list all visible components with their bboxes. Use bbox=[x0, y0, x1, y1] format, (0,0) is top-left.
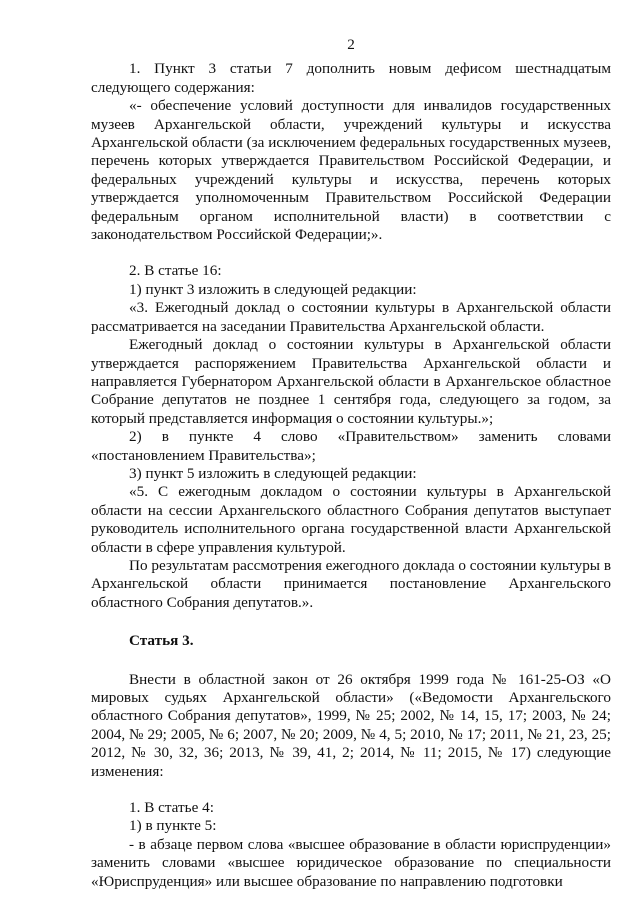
paragraph-4: 1) пункт 3 изложить в следующей редакции: bbox=[129, 280, 417, 298]
paragraph-8: 3) пункт 5 изложить в следующей редакции: bbox=[129, 464, 417, 482]
paragraph-7: 2) в пункте 4 слово «Правительством» заменить словами «постановлением Правительства»; bbox=[91, 428, 611, 464]
paragraph-5: «3. Ежегодный доклад о состоянии культуры в Архангельской области рассматривается на заседании Правительства Архангельской области. bbox=[91, 299, 611, 335]
paragraph-3: 2. В статье 16: bbox=[129, 262, 222, 280]
paragraph-6: Ежегодный доклад о состоянии культуры в Архангельской области утверждается распоряжением Правительства Архангельской области и направляется Губернатором Архангельской области в Архангельское областное Собрание депутатов не позднее 1 сентября года, следующего за годом, за который представляется информация о состоянии культуры.»; bbox=[91, 336, 611, 427]
paragraph-1: 1. Пункт 3 статьи 7 дополнить новым дефисом шестнадцатым следующего содержания: bbox=[91, 60, 611, 96]
article-heading: Статья 3. bbox=[129, 632, 194, 650]
spacer bbox=[91, 612, 611, 632]
spacer bbox=[91, 781, 611, 799]
page-number: 2 bbox=[347, 36, 355, 53]
spacer bbox=[91, 651, 611, 671]
document-page bbox=[91, 36, 611, 891]
spacer bbox=[91, 244, 611, 262]
paragraph-13: 1) в пункте 5: bbox=[129, 817, 217, 835]
paragraph-9: «5. С ежегодным докладом о состоянии культуры в Архангельской области на сессии Архангельского областного Собрания депутатов выступает руководитель исполнительного органа государственной власти Архангельской области в сфере управления культурой. bbox=[91, 483, 611, 556]
paragraph-12: 1. В статье 4: bbox=[129, 799, 214, 817]
paragraph-10: По результатам рассмотрения ежегодного доклада о состоянии культуры в Архангельской области принимается постановление Архангельского областного Собрания депутатов.». bbox=[91, 556, 611, 611]
paragraph-14: - в абзаце первом слова «высшее образование в области юриспруденции» заменить словами «высшее юридическое образование по специальности «Юриспруденция» или высшее образование по направлению подготовки bbox=[91, 835, 611, 890]
paragraph-11: Внести в областной закон от 26 октября 1999 года № 161-25-ОЗ «О мировых судьях Архангельской области» («Ведомости Архангельского областного Собрания депутатов», 1999, № 25; 2002, № 14, 15, 17; 2003, № 24; 2004, № 29; 2005, № 6; 2007, № 20; 2009, № 4, 5; 2010, № 17; 2011, № 21, 23, 25; 2012, № 30, 32, 36; 2013, № 39, 41, 2; 2014, № 11; 2015, № 17) следующие изменения: bbox=[91, 670, 611, 780]
paragraph-2: «- обеспечение условий доступности для инвалидов государственных музеев Архангельской области, учреждений культуры и искусства Архангельской области (за исключением федеральных государственных музеев, перечень которых утверждается Правительством Российской Федерации, и федеральных учреждений культуры и искусства, перечень которых утверждается уполномоченным Правительством Российской Федерации федеральным органом исполнительной власти) в соответствии с законодательством Российской Федерации;». bbox=[91, 97, 611, 244]
